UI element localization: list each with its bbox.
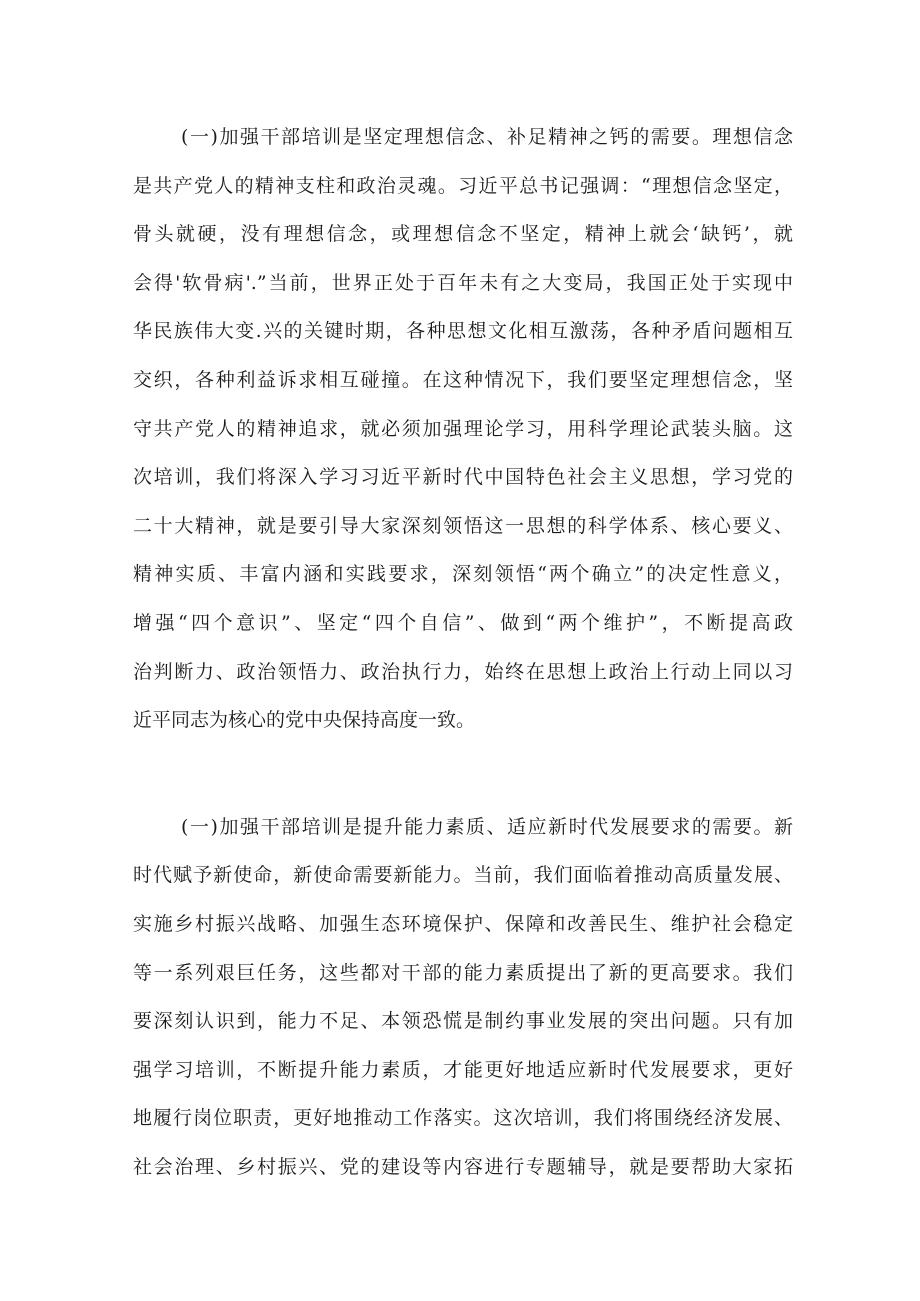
text-line: 社会治理、乡村振兴、党的建设等内容进行专题辅导，就是要帮助大家拓 bbox=[133, 1155, 793, 1178]
text-line: 华民族伟大变.兴的关键时期，各种思想文化相互激荡，各种矛盾问题相互 bbox=[133, 320, 793, 343]
text-line: 二十大精神，就是要引导大家深刻领悟这一思想的科学体系、核心要义、 bbox=[133, 514, 793, 537]
text-line: 交织，各种利益诉求相互碰撞。在这种情况下，我们要坚定理想信念，坚 bbox=[133, 368, 793, 391]
text-line: 会得'软骨病'.”当前，世界正处于百年未有之大变局，我国正处于实现中 bbox=[133, 271, 793, 294]
text-line: 守共产党人的精神追求，就必须加强理论学习，用科学理论武装头脑。这 bbox=[133, 417, 793, 440]
text-line: 治判断力、政治领悟力、政治执行力，始终在思想上政治上行动上同以习 bbox=[133, 660, 793, 683]
text-line: 增强“四个意识”、坚定“四个自信”、做到“两个维护”，不断提高政 bbox=[133, 611, 793, 634]
text-line: 时代赋予新使命，新使命需要新能力。当前，我们面临着推动高质量发展、 bbox=[133, 864, 793, 887]
paragraph-spacer bbox=[133, 745, 793, 803]
text-line: 次培训，我们将深入学习习近平新时代中国特色社会主义思想，学习党的 bbox=[133, 466, 793, 489]
text-line: 等一系列艰巨任务，这些都对干部的能力素质提出了新的更高要求。我们 bbox=[133, 961, 793, 984]
text-line: 是共产党人的精神支柱和政治灵魂。习近平总书记强调：“理想信念坚定， bbox=[133, 174, 793, 197]
text-line: 地履行岗位职责，更好地推动工作落实。这次培训，我们将围绕经济发展、 bbox=[133, 1107, 793, 1130]
text-line: (一)加强干部培训是坚定理想信念、补足精神之钙的需要。理想信念 bbox=[181, 126, 793, 148]
text-line: 强学习培训，不断提升能力素质，才能更好地适应新时代发展要求，更好 bbox=[133, 1058, 793, 1081]
document-body bbox=[133, 113, 793, 1191]
text-line: 实施乡村振兴战略、加强生态环境保护、保障和改善民生、维护社会稳定 bbox=[133, 912, 793, 935]
text-line: 精神实质、丰富内涵和实践要求，深刻领悟“两个确立”的决定性意义， bbox=[133, 563, 793, 586]
text-line: 骨头就硬，没有理想信念，或理想信念不坚定，精神上就会‘缺钙’，就 bbox=[133, 223, 793, 246]
text-line: (一)加强干部培训是提升能力素质、适应新时代发展要求的需要。新 bbox=[181, 815, 793, 838]
paragraph-ideals-and-convictions bbox=[133, 113, 793, 745]
paragraph-capability-and-quality bbox=[133, 803, 793, 1192]
text-line: 要深刻认识到，能力不足、本领恐慌是制约事业发展的突出问题。只有加 bbox=[133, 1010, 793, 1033]
text-line: 近平同志为核心的党中央保持高度一致。 bbox=[133, 709, 476, 732]
